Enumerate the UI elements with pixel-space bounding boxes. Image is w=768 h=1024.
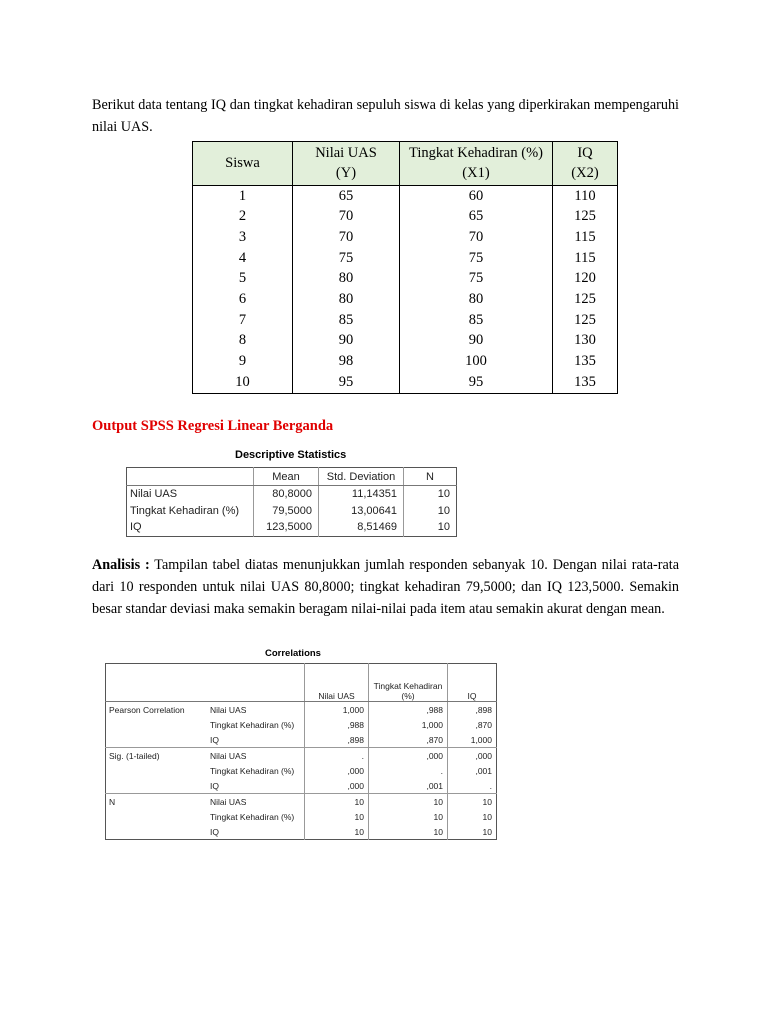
row-label: Tingkat Kehadiran (%) <box>210 719 295 730</box>
table-row <box>193 207 618 228</box>
table-row <box>106 809 497 824</box>
group-label <box>106 809 207 824</box>
table-cell: 8,51469 <box>319 519 404 536</box>
intro-paragraph: Berikut data tentang IQ dan tingkat kehadiran sepuluh siswa di kelas yang diperkirakan mempengaruhi nilai UAS. <box>92 97 679 135</box>
header-mean: Mean <box>254 468 319 486</box>
table-cell: . <box>448 778 497 794</box>
table-cell: 10 <box>305 794 369 810</box>
header-tingkat-kehadiran: Tingkat Kehadiran (%) <box>369 664 448 702</box>
group-label: Sig. (1-tailed) <box>106 748 207 764</box>
table-cell: 125 <box>553 207 618 228</box>
table-cell: 10 <box>193 372 293 393</box>
table-cell: 10 <box>369 809 448 824</box>
row-label: Nilai UAS <box>210 704 247 715</box>
group-label <box>106 778 207 794</box>
table-cell: 10 <box>404 519 457 536</box>
row-label: Tingkat Kehadiran (%) <box>130 504 240 517</box>
table-cell: 115 <box>553 248 618 269</box>
table-row <box>106 778 497 794</box>
table-cell: 10 <box>369 794 448 810</box>
table-header-row <box>106 664 497 702</box>
table-row <box>106 763 497 778</box>
analysis-paragraph <box>92 554 679 620</box>
group-label <box>106 717 207 732</box>
table-row <box>106 824 497 840</box>
table-cell: 1,000 <box>448 732 497 748</box>
table-row <box>193 289 618 310</box>
table-cell: 4 <box>193 248 293 269</box>
table-cell: ,988 <box>305 717 369 732</box>
table-header-row <box>193 142 618 186</box>
table-cell: 95 <box>293 372 400 393</box>
output-heading: Output SPSS Regresi Linear Berganda <box>92 418 334 434</box>
table-cell: 123,5000 <box>254 519 319 536</box>
table-cell: 10 <box>305 809 369 824</box>
table-cell: 85 <box>293 310 400 331</box>
table-cell: ,000 <box>369 748 448 764</box>
table-cell: 60 <box>400 186 553 207</box>
table-cell: 8 <box>193 331 293 352</box>
row-label: Nilai UAS <box>206 794 305 810</box>
table-cell: ,000 <box>305 763 369 778</box>
table-cell: 65 <box>293 186 400 207</box>
analysis-text: Tampilan tabel diatas menunjukkan jumlah responden sebanyak 10. Dengan nilai rata-rata dari 10 responden untuk nilai UAS 80,8000; tingkat kehadiran 79,5000; dan IQ 123,5000. Semakin besar standar deviasi maka semakin beragam nilai-nilai pada item atau semakin akurat dengan mean. <box>92 557 679 617</box>
table-cell: 79,5000 <box>254 503 319 520</box>
header-empty <box>106 664 305 702</box>
table-cell: 6 <box>193 289 293 310</box>
row-label: IQ <box>210 734 219 745</box>
analysis-label: Analisis : <box>92 557 150 573</box>
table-cell: 65 <box>400 207 553 228</box>
table-cell: 3 <box>193 227 293 248</box>
table-cell: 10 <box>448 794 497 810</box>
table-cell: 1,000 <box>305 702 369 718</box>
table-cell: 7 <box>193 310 293 331</box>
table-cell: 85 <box>400 310 553 331</box>
table-row <box>127 503 457 520</box>
row-label: Tingkat Kehadiran (%) <box>210 765 295 776</box>
table-cell: 11,14351 <box>319 486 404 503</box>
table-cell: ,001 <box>448 763 497 778</box>
row-label: Tingkat Kehadiran (%) <box>210 811 295 822</box>
header-n: N <box>404 468 457 486</box>
row-label: IQ <box>210 780 219 791</box>
table-cell: ,988 <box>369 702 448 718</box>
header-iq: IQ <box>448 664 497 702</box>
table-row <box>193 372 618 393</box>
table-cell: 10 <box>404 486 457 503</box>
table-cell: 10 <box>369 824 448 840</box>
table-cell: 125 <box>553 289 618 310</box>
table-cell: 70 <box>293 207 400 228</box>
table-cell: 135 <box>553 352 618 373</box>
table-cell: 10 <box>305 824 369 840</box>
descriptive-stats-table <box>126 467 457 537</box>
correlations-table <box>105 663 497 840</box>
header-iq: IQ (X2) <box>553 142 618 186</box>
group-label <box>106 732 207 748</box>
table-cell: 1 <box>193 186 293 207</box>
header-nilai-uas: Nilai UAS <box>305 664 369 702</box>
table-cell: 70 <box>400 227 553 248</box>
table-row <box>127 486 457 503</box>
correlations-title: Correlations <box>265 648 321 659</box>
table-cell: ,870 <box>369 732 448 748</box>
table-cell: ,898 <box>305 732 369 748</box>
table-cell: . <box>305 748 369 764</box>
table-cell: 80 <box>293 289 400 310</box>
table-cell: 125 <box>553 310 618 331</box>
table-row <box>127 519 457 536</box>
table-cell: 98 <box>293 352 400 373</box>
table-cell: 80,8000 <box>254 486 319 503</box>
table-row <box>106 732 497 748</box>
table-cell: 90 <box>400 331 553 352</box>
table-cell: 100 <box>400 352 553 373</box>
table-cell: ,870 <box>448 717 497 732</box>
table-cell: 2 <box>193 207 293 228</box>
row-label: IQ <box>130 521 142 534</box>
table-cell: 9 <box>193 352 293 373</box>
table-cell: 120 <box>553 269 618 290</box>
table-cell: 90 <box>293 331 400 352</box>
table-cell: 80 <box>293 269 400 290</box>
header-nilai-uas: Nilai UAS (Y) <box>293 142 400 186</box>
row-label: Nilai UAS <box>130 488 178 501</box>
table-cell: ,000 <box>448 748 497 764</box>
table-row <box>193 269 618 290</box>
table-cell: 10 <box>404 503 457 520</box>
table-cell: 5 <box>193 269 293 290</box>
student-data-table <box>192 141 618 394</box>
row-label: IQ <box>210 826 219 837</box>
table-cell: 1,000 <box>369 717 448 732</box>
table-cell: ,000 <box>305 778 369 794</box>
table-cell: 75 <box>293 248 400 269</box>
table-row <box>193 248 618 269</box>
group-label: Pearson Correlation <box>109 704 185 715</box>
table-row <box>106 748 497 764</box>
table-row <box>106 794 497 810</box>
table-row <box>106 702 497 718</box>
header-siswa: Siswa <box>193 142 293 186</box>
group-label <box>106 763 207 778</box>
table-cell: ,001 <box>369 778 448 794</box>
table-cell: ,898 <box>448 702 497 718</box>
table-cell: 80 <box>400 289 553 310</box>
descriptive-stats-title: Descriptive Statistics <box>235 449 347 461</box>
table-row <box>193 352 618 373</box>
table-cell: 70 <box>293 227 400 248</box>
table-cell: 75 <box>400 248 553 269</box>
table-cell: 95 <box>400 372 553 393</box>
header-empty <box>127 468 254 486</box>
table-row <box>106 717 497 732</box>
table-row <box>193 310 618 331</box>
table-header-row <box>127 468 457 486</box>
table-row <box>193 186 618 207</box>
table-cell: 135 <box>553 372 618 393</box>
group-label <box>106 824 207 840</box>
table-cell: 75 <box>400 269 553 290</box>
table-cell: 10 <box>448 824 497 840</box>
header-std-deviation: Std. Deviation <box>319 468 404 486</box>
table-cell: 130 <box>553 331 618 352</box>
table-cell: 13,00641 <box>319 503 404 520</box>
group-label: N <box>106 794 207 810</box>
row-label: Nilai UAS <box>206 748 305 764</box>
table-cell: 110 <box>553 186 618 207</box>
table-cell: 10 <box>448 809 497 824</box>
header-tingkat-kehadiran: Tingkat Kehadiran (%) (X1) <box>400 142 553 186</box>
table-cell: . <box>369 763 448 778</box>
table-row <box>193 331 618 352</box>
table-row <box>193 227 618 248</box>
table-cell: 115 <box>553 227 618 248</box>
